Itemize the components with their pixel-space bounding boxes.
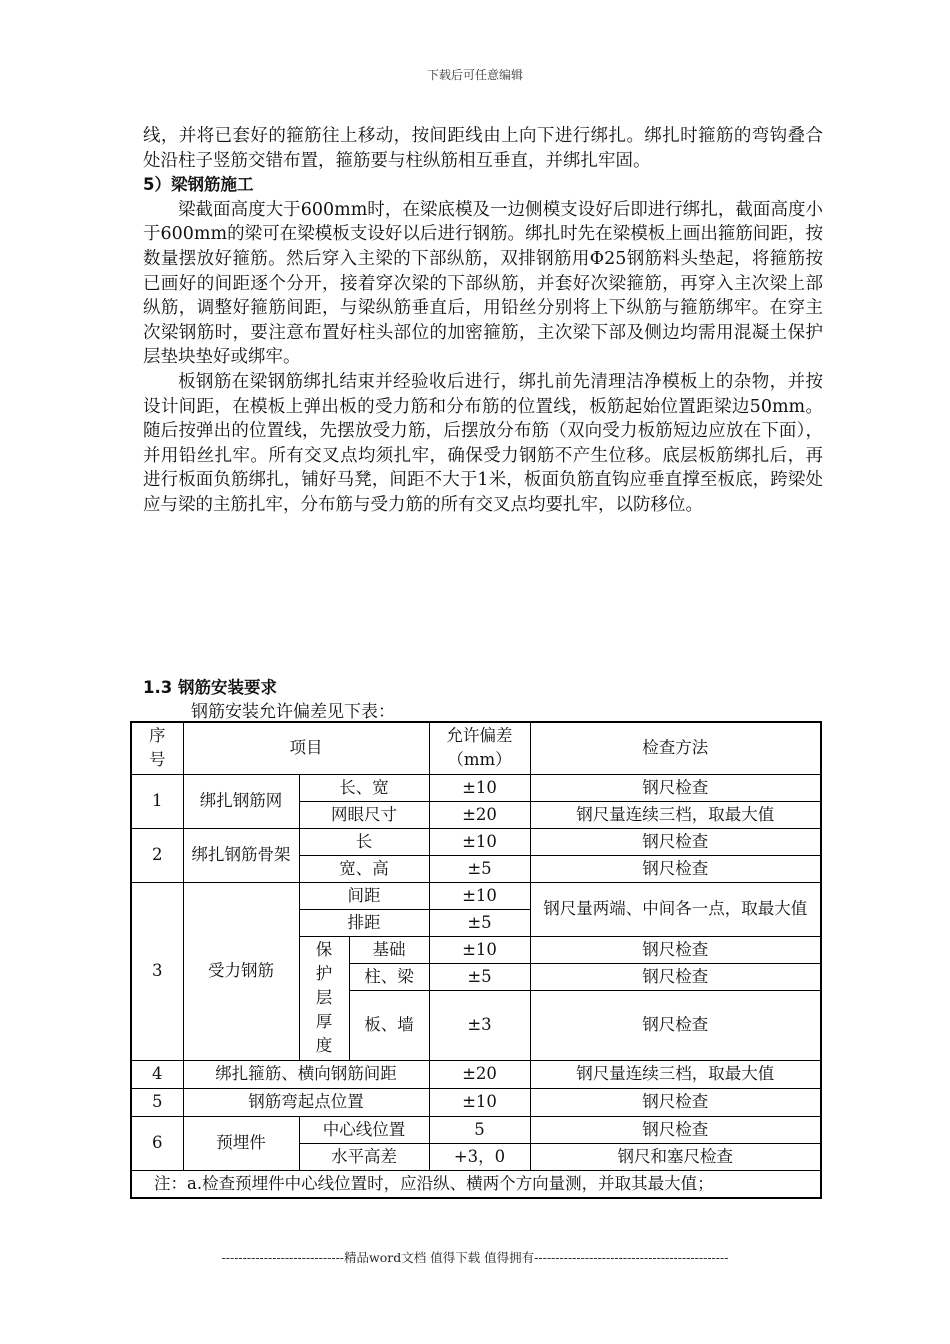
beam-section-heading: 5）梁钢筋施工 (143, 175, 254, 195)
cell-item: 绑扎钢筋骨架 (183, 828, 299, 882)
cell-method: 钢尺量连续三档，取最大值 (530, 1060, 821, 1088)
cell-sub: 排距 (299, 909, 429, 936)
cell-method: 钢尺量两端、中间各一点，取最大值 (530, 882, 821, 936)
paragraph-beam: 梁截面高度大于600mm时，在梁底模及一边侧模支设好后即进行绑扎，截面高度小于600mm的梁可在梁模板支设好以后进行钢筋。绑扎时先在梁模板上画出箍筋间距，按数量摆放好箍筋。然后穿入主梁的下部纵筋，双排钢筋用Φ25钢筋料头垫起，将箍筋按已画好的间距逐个分开，接着穿次梁的下部纵筋，并套好次梁箍筋，再穿入主次梁上部纵筋，调整好箍筋间距，与梁纵筋垂直后，用铅丝分别将上下纵筋与箍筋绑牢。在穿主次梁钢筋时，要注意布置好柱头部位的加密箍筋，主次梁下部及侧边均需用混凝土保护层垫块垫好或绑牢。 (143, 199, 823, 368)
table-note-row (131, 1170, 821, 1198)
cell-no: 4 (131, 1060, 183, 1088)
cell-item: 绑扎箍筋、横向钢筋间距 (183, 1060, 429, 1088)
paragraph-slab: 板钢筋在梁钢筋绑扎结束并经验收后进行，绑扎前先清理洁净模板上的杂物，并按设计间距，在模板上弹出板的受力筋和分布筋的位置线，板筋起始位置距梁边50mm。随后按弹出的位置线，先摆放受力筋，后摆放分布筋（双向受力板筋短边应放在下面），并用铅丝扎牢。所有交叉点均须扎牢，确保受力钢筋不产生位移。底层板筋绑扎后，再进行板面负筋绑扎，铺好马凳，间距不大于1米，板面负筋直钩应垂直撑至板底，跨梁处应与梁的主筋扎牢，分布筋与受力筋的所有交叉点均要扎牢，以防移位。 (143, 371, 823, 515)
cell-tolerance: ±10 (429, 936, 530, 963)
cell-tolerance: ±10 (429, 1088, 530, 1116)
cell-sub: 板、墙 (349, 990, 429, 1060)
cell-method: 钢尺检查 (530, 1088, 821, 1116)
cell-method: 钢尺和塞尺检查 (530, 1143, 821, 1170)
cell-method: 钢尺检查 (530, 855, 821, 882)
cell-method: 钢尺检查 (530, 1116, 821, 1143)
cell-no: 1 (131, 774, 183, 828)
body-text (143, 124, 823, 518)
cell-tolerance: ±10 (429, 828, 530, 855)
cell-tolerance: ±20 (429, 1060, 530, 1088)
cell-sub: 间距 (299, 882, 429, 909)
cell-tolerance: 5 (429, 1116, 530, 1143)
table-row (131, 1088, 821, 1116)
cell-sub: 长、宽 (299, 774, 429, 801)
cell-tolerance: ±20 (429, 801, 530, 828)
section-heading: 1.3 钢筋安装要求 (143, 678, 277, 697)
cell-sub: 基础 (349, 936, 429, 963)
table-row (131, 882, 821, 909)
cell-sub: 水平高差 (299, 1143, 429, 1170)
cell-cover-label: 保护层厚度 (299, 936, 349, 1060)
cell-sub: 长 (299, 828, 429, 855)
cell-no: 3 (131, 882, 183, 1060)
cell-item: 钢筋弯起点位置 (183, 1088, 429, 1116)
header-no: 序号 (131, 722, 183, 774)
header-tolerance: 允许偏差（mm） (429, 722, 530, 774)
cell-tolerance: ±10 (429, 774, 530, 801)
table-note: 注：a.检查预埋件中心线位置时，应沿纵、横两个方向量测，并取其最大值； (131, 1170, 821, 1198)
cell-method: 钢尺检查 (530, 774, 821, 801)
page-header: 下载后可任意编辑 (426, 68, 523, 82)
cell-tolerance: ±5 (429, 963, 530, 990)
header-method: 检查方法 (530, 722, 821, 774)
cell-tolerance: ±5 (429, 855, 530, 882)
cell-method: 钢尺量连续三档，取最大值 (530, 801, 821, 828)
cell-no: 5 (131, 1088, 183, 1116)
cell-method: 钢尺检查 (530, 828, 821, 855)
cell-item: 预埋件 (183, 1116, 299, 1170)
cell-sub: 网眼尺寸 (299, 801, 429, 828)
cell-method: 钢尺检查 (530, 963, 821, 990)
header-item: 项目 (183, 722, 429, 774)
cell-tolerance: ±10 (429, 882, 530, 909)
cell-item: 受力钢筋 (183, 882, 299, 1060)
table-row (131, 828, 821, 855)
table-row (131, 774, 821, 801)
cell-method: 钢尺检查 (530, 936, 821, 963)
cell-tolerance: +3，0 (429, 1143, 530, 1170)
cell-method: 钢尺检查 (530, 990, 821, 1060)
cell-sub: 柱、梁 (349, 963, 429, 990)
table-header-row (131, 722, 821, 774)
cell-tolerance: ±3 (429, 990, 530, 1060)
page-footer: -----------------------------精品word文档 值得下载 值得拥有---------------------------------------------- (221, 1250, 729, 1265)
cell-sub: 宽、高 (299, 855, 429, 882)
paragraph-column-stirrups: 线，并将已套好的箍筋往上移动，按间距线由上向下进行绑扎。绑扎时箍筋的弯钩叠合处沿柱子竖筋交错布置，箍筋要与柱纵筋相互垂直，并绑扎牢固。 (143, 126, 823, 171)
cell-no: 6 (131, 1116, 183, 1170)
table-row (131, 1116, 821, 1143)
cell-sub: 中心线位置 (299, 1116, 429, 1143)
tolerance-table (130, 721, 822, 1199)
table-row (131, 1060, 821, 1088)
cell-no: 2 (131, 828, 183, 882)
cell-tolerance: ±5 (429, 909, 530, 936)
table-intro: 钢筋安装允许偏差见下表： (191, 702, 395, 722)
cell-item: 绑扎钢筋网 (183, 774, 299, 828)
